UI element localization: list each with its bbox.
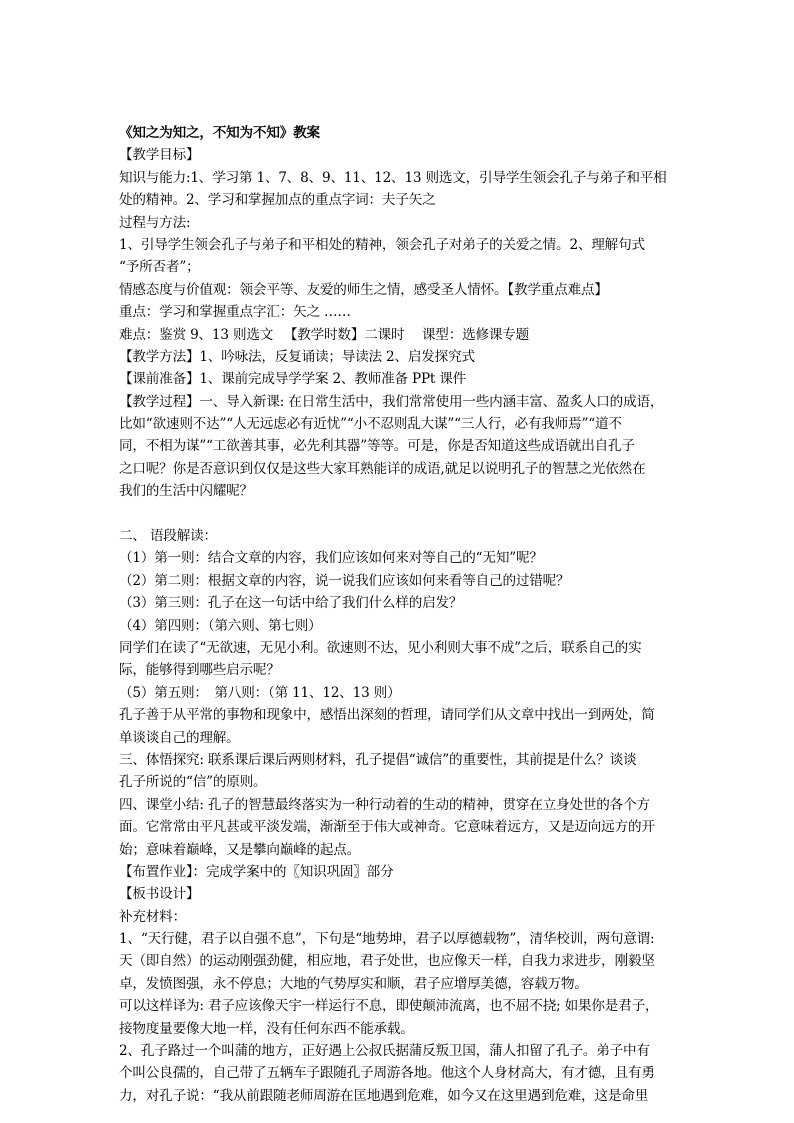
text-line: 比如“欲速则不达”“人无远虑必有近忧”“小不忍则乱大谋”“三人行，必有我师焉”“道不 [119, 416, 622, 433]
text-line: 始；意味着巅峰，又是攀向巅峰的起点。 [119, 841, 361, 858]
text-line: 单谈谈自己的理解。 [119, 729, 240, 746]
text-line: 1、“天行健，君子以自强不息”，下句是“地势坤，君子以厚德载物”，清华校训，两句意谓: [119, 931, 655, 948]
text-line: 同学们在读了“无欲速，无见小利。欲速则不达，见小利则大事不成”之后，联系自己的实 [119, 639, 642, 656]
document-title: 《知之为知之，不知为不知》教案 [119, 125, 320, 141]
text-line: 之口呢？你是否意识到仅仅是这些大家耳熟能详的成语,就足以说明孔子的智慧之光依然在 [119, 460, 646, 477]
text-line: 面。它常常由平凡甚或平淡发端，渐渐至于伟大或神奇。它意味着远方，又是迈向远方的开 [119, 819, 655, 836]
text-line: 接物度量要像大地一样，没有任何东西不能承载。 [119, 1020, 414, 1037]
text-line: （3）第三则：孔子在这一句话中给了我们什么样的启发？ [119, 595, 463, 612]
text-line: 三、体悟探究: 联系课后课后两则材料，孔子提倡“诚信”的重要性，其前提是什么？谈谈 [119, 751, 637, 768]
text-line: 【课前准备】1、课前完成导学学案 2、教师准备 PPt 课件 [119, 371, 467, 388]
text-line: 力，对孔子说：“我从前跟随老师周游在匡地遇到危难，如今又在这里遇到危难，这是命里 [119, 1087, 649, 1104]
text-line: 四、课堂小结: 孔子的智慧最终落实为一种行动着的生动的精神，贯穿在立身处世的各个方 [119, 796, 650, 813]
text-line: 处的精神。2、学习和掌握加点的重点字词：夫子矢之 [119, 192, 436, 209]
text-line: 情感态度与价值观：领会平等、友爱的师生之情，感受圣人情怀。【教学重点难点】 [119, 281, 608, 298]
text-line: （5）第五则： 第八则：（第 11、12、13 则） [119, 684, 401, 701]
blank-line [119, 503, 687, 525]
text-line: 卓，发愤图强，永不停息；大地的气势厚实和顺，君子应增厚美德，容载万物。 [119, 975, 588, 992]
text-line: “予所否者”； [119, 259, 200, 276]
text-line: 重点：学习和掌握重点字汇：矢之 …… [119, 304, 351, 321]
section-heading-reading: 二、 语段解读： [119, 528, 217, 545]
text-line: 【板书设计】 [119, 886, 200, 903]
text-line: 2、孔子路过一个叫蒲的地方，正好遇上公叔氏据蒲反叛卫国，蒲人扣留了孔子。弟子中有 [119, 1043, 650, 1060]
text-line: 1、引导学生领会孔子与弟子和平相处的精神，领会孔子对弟子的关爱之情。2、理解句式 [119, 236, 645, 253]
text-line: 知识与能力:1、学习第 1、7、8、9、11、12、13 则选文，引导学生领会孔子与弟子和平相 [119, 169, 667, 186]
text-line: 【教学过程】一、导入新课: 在日常生活中，我们常常使用一些内涵丰富、盈炙人口的成语， [119, 393, 664, 410]
text-line: 同，不相为谋”“工欲善其事，必先利其器”等等。可是，你是否知道这些成语就出自孔子 [119, 438, 635, 455]
text-line: （1）第一则：结合文章的内容，我们应该如何来对等自己的“无知”呢？ [119, 550, 543, 567]
text-line: 过程与方法: [119, 214, 191, 231]
text-line: 孔子善于从平常的事物和现象中，感悟出深刻的哲理，请同学们从文章中找出一到两处，简 [119, 707, 655, 724]
document-body [119, 122, 687, 1107]
text-line: 个叫公良孺的，自己带了五辆车子跟随孔子周游各地。他这个人身材高大，有才德，且有勇 [119, 1065, 655, 1082]
text-line: （4）第四则：（第六则、第七则） [119, 617, 322, 634]
text-line: （2）第二则：根据文章的内容，说一说我们应该如何来看等自己的过错呢？ [119, 572, 570, 589]
text-line: 【教学方法】1、吟咏法，反复诵读；导读法 2、启发探究式 [119, 348, 475, 365]
text-line: 可以这样译为: 君子应该像天宇一样运行不息，即使颠沛流离，也不屈不挠; 如果你是君子， [119, 998, 659, 1015]
text-line: 【布置作业】：完成学案中的〖知识巩固〗部分 [119, 863, 394, 880]
section-heading-objectives: 【教学目标】 [119, 147, 200, 164]
text-line: 难点：鉴赏 9、13 则选文 【教学时数】二课时 课型：选修课专题 [119, 326, 530, 343]
text-line: 补充材料： [119, 908, 186, 925]
text-line: 我们的生活中闪耀呢？ [119, 483, 253, 500]
text-line: 孔子所说的“信”的原则。 [119, 774, 267, 791]
text-line: 天（即自然）的运动刚强劲健，相应地，君子处世，也应像天一样，自我力求进步，刚毅坚 [119, 953, 655, 970]
text-line: 际，能够得到哪些启示呢？ [119, 662, 280, 679]
